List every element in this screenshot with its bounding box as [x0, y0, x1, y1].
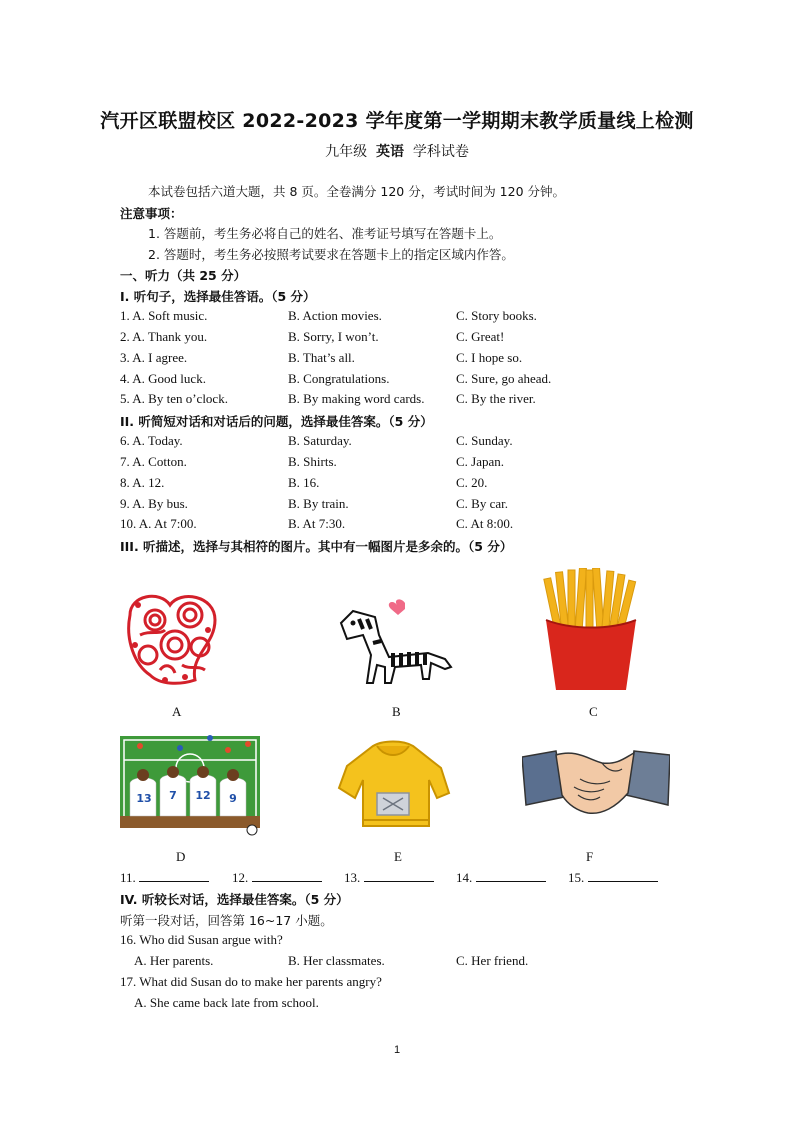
french-fries-icon: [542, 568, 640, 690]
section-1-heading: 一、听力（共 25 分）: [120, 268, 247, 283]
document-subtitle: [0, 141, 794, 161]
q16-option-c: C. Her friend.: [456, 953, 529, 968]
part-2-heading: II. 听简短对话和对话后的问题，选择最佳答案。（5 分）: [120, 414, 433, 429]
answer-blank-11[interactable]: 11.: [120, 869, 209, 886]
q16-stem: 16. Who did Susan argue with?: [120, 932, 283, 947]
q17-option-a: A. She came back late from school.: [134, 995, 319, 1010]
q8-option-c: C. 20.: [456, 475, 488, 490]
jersey-number-3: 12: [195, 789, 211, 802]
q4-option-a: 4. A. Good luck.: [120, 371, 206, 386]
answer-blank-13[interactable]: 13.: [344, 869, 434, 886]
note-item-1: 1. 答题前，考生务必将自己的姓名、准考证号填写在答题卡上。: [148, 226, 502, 241]
answer-blank-15[interactable]: 15.: [568, 869, 658, 886]
q10-option-a: 10. A. At 7:00.: [120, 516, 197, 531]
picture-b-label: B: [392, 704, 401, 719]
q9-option-c: C. By car.: [456, 496, 508, 511]
picture-f-label: F: [586, 849, 594, 864]
q10-option-c: C. At 8:00.: [456, 516, 514, 531]
q16-option-a: A. Her parents.: [134, 953, 214, 968]
q17-stem: 17. What did Susan do to make her parents angry?: [120, 974, 382, 989]
picture-e-label: E: [394, 849, 402, 864]
q2-option-b: B. Sorry, I won’t.: [288, 329, 379, 344]
q7-option-b: B. Shirts.: [288, 454, 337, 469]
jersey-number-4: 9: [229, 792, 237, 805]
q8-option-b: B. 16.: [288, 475, 320, 490]
q5-option-a: 5. A. By ten o’clock.: [120, 391, 228, 406]
q16-option-b: B. Her classmates.: [288, 953, 385, 968]
paper-cut-icon: [120, 585, 228, 693]
q9-option-a: 9. A. By bus.: [120, 496, 188, 511]
answer-blank-12[interactable]: 12.: [232, 869, 322, 886]
part-3-heading: III. 听描述，选择与其相符的图片。其中有一幅图片是多余的。（5 分）: [120, 539, 513, 554]
notes-heading: 注意事项：: [120, 206, 183, 221]
q7-option-c: C. Japan.: [456, 454, 505, 469]
q2-option-a: 2. A. Thank you.: [120, 329, 208, 344]
note-item-2: 2. 答题时，考生务必按照考试要求在答题卡上的指定区域内作答。: [148, 247, 514, 262]
q9-option-b: B. By train.: [288, 496, 349, 511]
part-4-instruction: 听第一段对话，回答第 16~17 小题。: [120, 913, 333, 928]
q3-option-c: C. I hope so.: [456, 350, 523, 365]
handshake-icon: [522, 735, 670, 835]
part-4-heading: IV. 听较长对话，选择最佳答案。（5 分）: [120, 892, 349, 907]
q1-option-b: B. Action movies.: [288, 308, 382, 323]
q3-option-b: B. That’s all.: [288, 350, 355, 365]
soccer-team-icon: [120, 728, 260, 836]
subtitle-grade: 九年级: [325, 144, 368, 160]
q5-option-c: C. By the river.: [456, 391, 536, 406]
page-number: 1: [393, 1044, 401, 1056]
q8-option-a: 8. A. 12.: [120, 475, 165, 490]
part-1-heading: I. 听句子，选择最佳答语。（5 分）: [120, 289, 316, 304]
q10-option-b: B. At 7:30.: [288, 516, 346, 531]
q1-option-c: C. Story books.: [456, 308, 537, 323]
q6-option-c: C. Sunday.: [456, 433, 513, 448]
q4-option-b: B. Congratulations.: [288, 371, 390, 386]
q7-option-a: 7. A. Cotton.: [120, 454, 187, 469]
q3-option-a: 3. A. I agree.: [120, 350, 188, 365]
subtitle-suffix: 学科试卷: [412, 144, 469, 160]
intro-text: 本试卷包括六道大题，共 8 页。全卷满分 120 分，考试时间为 120 分钟。: [148, 184, 566, 199]
document-title: 汽开区联盟校区 2022-2023 学年度第一学期期末教学质量线上检测: [100, 110, 694, 132]
subtitle-subject: 英语: [376, 144, 404, 160]
q2-option-c: C. Great!: [456, 329, 505, 344]
picture-d-label: D: [176, 849, 186, 864]
jersey-number-2: 7: [169, 789, 177, 802]
q6-option-b: B. Saturday.: [288, 433, 352, 448]
jersey-number-1: 13: [136, 792, 152, 805]
q5-option-b: B. By making word cards.: [288, 391, 425, 406]
picture-c-label: C: [589, 704, 598, 719]
sweater-icon: [333, 738, 453, 833]
q6-option-a: 6. A. Today.: [120, 433, 183, 448]
picture-a-label: A: [172, 704, 182, 719]
zebra-drawing-icon: [333, 595, 463, 690]
q4-option-c: C. Sure, go ahead.: [456, 371, 552, 386]
answer-blank-14[interactable]: 14.: [456, 869, 546, 886]
q1-option-a: 1. A. Soft music.: [120, 308, 208, 323]
